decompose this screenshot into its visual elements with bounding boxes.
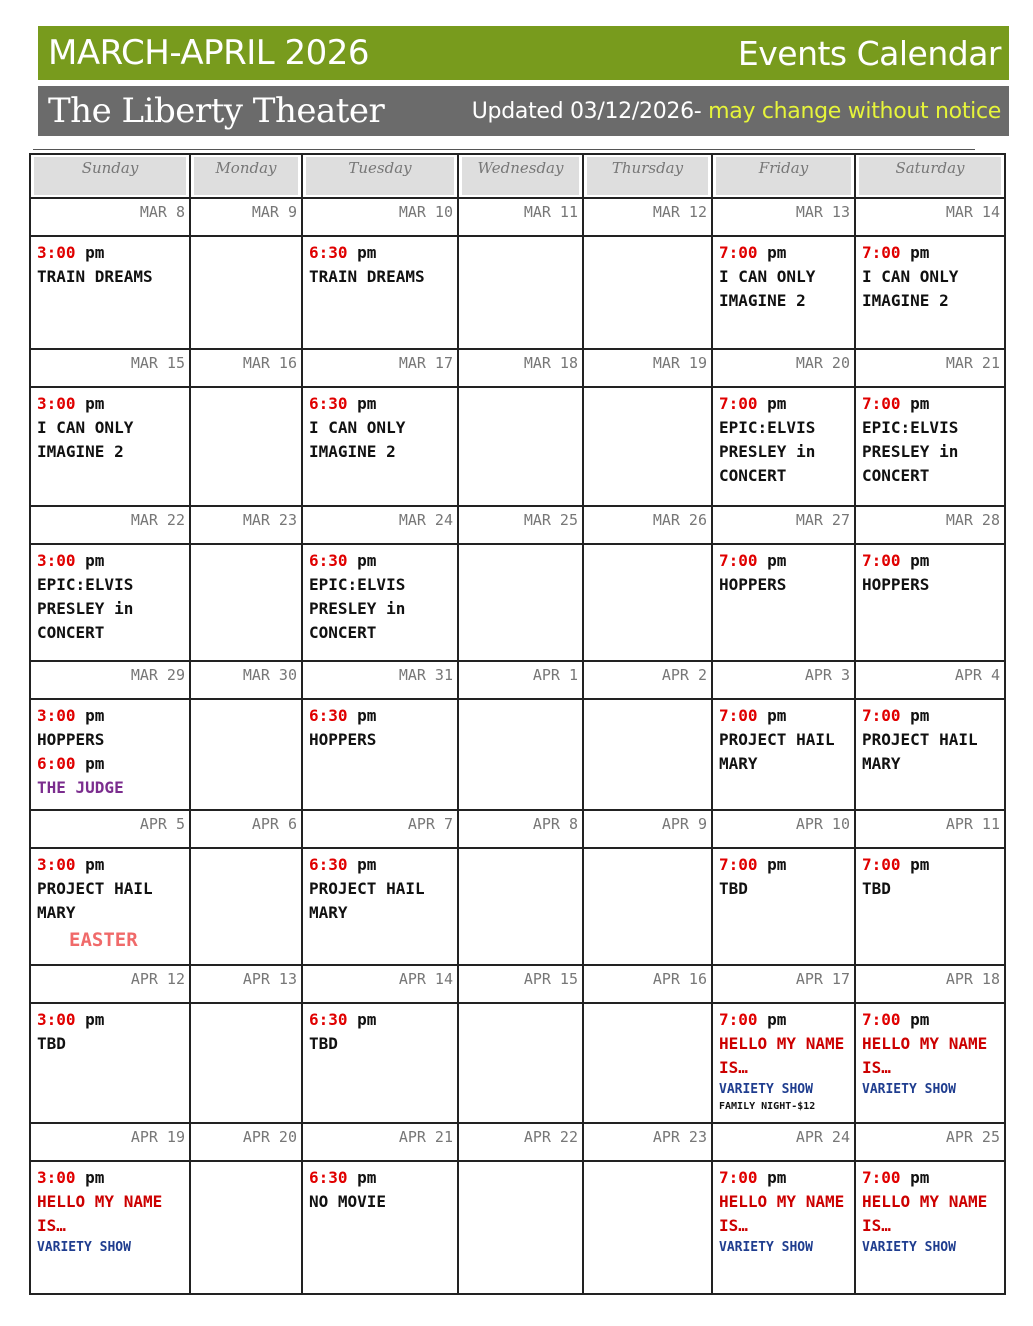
event-time-suffix: pm [767, 551, 787, 570]
theater-name: The Liberty Theater [48, 91, 385, 131]
date-label: MAR 31 [302, 661, 458, 699]
date-label: APR 22 [458, 1123, 583, 1161]
event-subtitle: VARIETY SHOW [719, 1240, 813, 1255]
day-cell [190, 236, 302, 349]
weekday-header: Monday [190, 154, 302, 198]
events-calendar-label: Events Calendar [737, 33, 1001, 73]
day-cell [855, 236, 1005, 349]
date-label: MAR 25 [458, 506, 583, 544]
event [37, 241, 186, 289]
event [719, 1166, 851, 1258]
date-label: MAR 17 [302, 349, 458, 387]
event-time: 6:30 [309, 243, 348, 262]
day-cell [458, 236, 583, 349]
date-label: APR 8 [458, 810, 583, 848]
day-cell [30, 1003, 190, 1123]
event-time-suffix: pm [910, 1168, 930, 1187]
event-time: 7:00 [719, 855, 758, 874]
date-label: MAR 10 [302, 198, 458, 236]
event-time: 7:00 [862, 243, 901, 262]
event-time: 6:30 [309, 551, 348, 570]
event-time-suffix: pm [85, 855, 105, 874]
event-time-suffix: pm [85, 551, 105, 570]
date-label: APR 20 [190, 1123, 302, 1161]
day-cell [583, 699, 712, 810]
event-time-suffix: pm [85, 754, 105, 773]
date-row [30, 965, 1005, 1003]
day-cell [190, 848, 302, 965]
event-time: 7:00 [719, 243, 758, 262]
event-title: HELLO MY NAME IS… [719, 1034, 845, 1077]
day-cell [583, 387, 712, 506]
event-subtitle: VARIETY SHOW [719, 1082, 813, 1097]
date-label: MAR 9 [190, 198, 302, 236]
event [719, 549, 851, 597]
event-time: 3:00 [37, 551, 76, 570]
events-row [30, 544, 1005, 661]
day-cell [302, 699, 458, 810]
calendar-grid [29, 153, 1006, 1295]
events-row [30, 848, 1005, 965]
event [862, 1008, 1001, 1100]
event-subtitle: VARIETY SHOW [862, 1240, 956, 1255]
event-time: 6:00 [37, 754, 76, 773]
date-row [30, 810, 1005, 848]
day-cell [458, 544, 583, 661]
event [37, 853, 186, 955]
event [719, 704, 851, 776]
day-cell [190, 699, 302, 810]
event-title: HELLO MY NAME IS… [37, 1192, 163, 1235]
event-title: I CAN ONLY IMAGINE 2 [719, 267, 816, 310]
updated-notice [472, 99, 1001, 124]
event [309, 1166, 454, 1214]
event-time-suffix: pm [357, 1168, 377, 1187]
event-time: 7:00 [862, 551, 901, 570]
event [719, 1008, 851, 1114]
event-title: I CAN ONLY IMAGINE 2 [37, 418, 134, 461]
header-divider [33, 149, 975, 150]
event-time-suffix: pm [85, 394, 105, 413]
event-time-suffix: pm [767, 243, 787, 262]
event [862, 392, 1001, 488]
event-time-suffix: pm [910, 551, 930, 570]
day-cell [855, 848, 1005, 965]
event-title: HOPPERS [37, 730, 105, 749]
event-title: HELLO MY NAME IS… [862, 1192, 988, 1235]
event [37, 752, 186, 800]
event-title: HOPPERS [719, 575, 787, 594]
event-title: HOPPERS [862, 575, 930, 594]
day-cell [30, 699, 190, 810]
day-cell [712, 387, 855, 506]
event-title: EPIC:ELVIS PRESLEY in CONCERT [862, 418, 959, 485]
day-cell [190, 1161, 302, 1294]
date-label: APR 19 [30, 1123, 190, 1161]
event-title: TBD [862, 879, 891, 898]
date-label: MAR 18 [458, 349, 583, 387]
event [309, 241, 454, 289]
event [862, 853, 1001, 901]
day-cell [190, 544, 302, 661]
change-notice: may change without notice [708, 98, 1001, 124]
event-time: 7:00 [862, 855, 901, 874]
event-title: HELLO MY NAME IS… [862, 1034, 988, 1077]
day-cell [583, 544, 712, 661]
event [309, 549, 454, 645]
event [862, 549, 1001, 597]
weekday-header-row [30, 154, 1005, 198]
date-row [30, 506, 1005, 544]
event-time: 6:30 [309, 1010, 348, 1029]
event-time: 7:00 [719, 1010, 758, 1029]
event-subtitle: VARIETY SHOW [37, 1240, 131, 1255]
date-row [30, 198, 1005, 236]
date-label: APR 15 [458, 965, 583, 1003]
date-label: APR 21 [302, 1123, 458, 1161]
event-title: NO MOVIE [309, 1192, 387, 1211]
event-title: PROJECT HAIL MARY [862, 730, 978, 773]
date-label: MAR 16 [190, 349, 302, 387]
date-label: MAR 26 [583, 506, 712, 544]
event-time-suffix: pm [357, 243, 377, 262]
day-cell [712, 848, 855, 965]
date-label: MAR 27 [712, 506, 855, 544]
day-cell [855, 1161, 1005, 1294]
event-time: 3:00 [37, 1010, 76, 1029]
event-title: HELLO MY NAME IS… [719, 1192, 845, 1235]
events-row [30, 699, 1005, 810]
weekday-header: Saturday [855, 154, 1005, 198]
date-label: APR 5 [30, 810, 190, 848]
date-row [30, 349, 1005, 387]
date-label: APR 1 [458, 661, 583, 699]
day-cell [583, 1003, 712, 1123]
event-time: 7:00 [862, 394, 901, 413]
date-row [30, 661, 1005, 699]
day-cell [583, 1161, 712, 1294]
event-time-suffix: pm [357, 706, 377, 725]
calendar-title: MARCH-APRIL 2026 [48, 33, 370, 73]
event-time-suffix: pm [767, 1168, 787, 1187]
day-cell [458, 1003, 583, 1123]
event [37, 1166, 186, 1258]
date-label: MAR 12 [583, 198, 712, 236]
weekday-header: Sunday [30, 154, 190, 198]
event-title: THE JUDGE [37, 778, 124, 797]
weekday-header: Friday [712, 154, 855, 198]
date-label: APR 18 [855, 965, 1005, 1003]
day-cell [302, 387, 458, 506]
event-time: 7:00 [719, 394, 758, 413]
event-time-suffix: pm [85, 243, 105, 262]
event-time-suffix: pm [357, 1010, 377, 1029]
day-cell [855, 544, 1005, 661]
event-time-suffix: pm [357, 855, 377, 874]
date-label: APR 24 [712, 1123, 855, 1161]
date-label: MAR 14 [855, 198, 1005, 236]
date-label: MAR 20 [712, 349, 855, 387]
event-time: 7:00 [719, 706, 758, 725]
event [309, 1008, 454, 1056]
day-cell [30, 1161, 190, 1294]
event-time-suffix: pm [910, 394, 930, 413]
weekday-header: Thursday [583, 154, 712, 198]
event-title: HOPPERS [309, 730, 377, 749]
event [37, 392, 186, 464]
event [862, 704, 1001, 776]
event-title: TBD [719, 879, 748, 898]
day-cell [302, 848, 458, 965]
holiday-label: EASTER [69, 929, 138, 951]
event-time-suffix: pm [767, 394, 787, 413]
title-banner [38, 26, 1009, 80]
date-label: APR 11 [855, 810, 1005, 848]
events-row [30, 236, 1005, 349]
date-row [30, 1123, 1005, 1161]
day-cell [302, 1161, 458, 1294]
date-label: APR 10 [712, 810, 855, 848]
date-label: APR 3 [712, 661, 855, 699]
event-time-suffix: pm [357, 394, 377, 413]
event-time: 3:00 [37, 394, 76, 413]
event [719, 853, 851, 901]
event-time-suffix: pm [910, 706, 930, 725]
date-label: MAR 30 [190, 661, 302, 699]
event-time: 3:00 [37, 855, 76, 874]
event-note: FAMILY NIGHT-$12 [719, 1101, 816, 1112]
date-label: APR 23 [583, 1123, 712, 1161]
event [309, 853, 454, 925]
event-time: 7:00 [862, 1168, 901, 1187]
updated-date: Updated 03/12/2026- [471, 98, 702, 124]
day-cell [302, 1003, 458, 1123]
date-label: MAR 29 [30, 661, 190, 699]
day-cell [712, 1003, 855, 1123]
event-title: I CAN ONLY IMAGINE 2 [862, 267, 959, 310]
day-cell [458, 699, 583, 810]
day-cell [583, 236, 712, 349]
events-row [30, 1161, 1005, 1294]
event-time-suffix: pm [767, 1010, 787, 1029]
theater-banner [38, 86, 1009, 136]
event-subtitle: VARIETY SHOW [862, 1082, 956, 1097]
day-cell [712, 1161, 855, 1294]
event-time-suffix: pm [85, 706, 105, 725]
event-time-suffix: pm [85, 1168, 105, 1187]
day-cell [302, 236, 458, 349]
event-time: 6:30 [309, 706, 348, 725]
event-time-suffix: pm [767, 706, 787, 725]
event-title: PROJECT HAIL MARY [309, 879, 425, 922]
events-row [30, 1003, 1005, 1123]
day-cell [302, 544, 458, 661]
date-label: MAR 22 [30, 506, 190, 544]
date-label: APR 12 [30, 965, 190, 1003]
event-time: 6:30 [309, 1168, 348, 1187]
date-label: MAR 8 [30, 198, 190, 236]
day-cell [855, 699, 1005, 810]
day-cell [855, 387, 1005, 506]
date-label: APR 2 [583, 661, 712, 699]
event [37, 1008, 186, 1056]
event-title: TBD [37, 1034, 66, 1053]
event-time: 3:00 [37, 243, 76, 262]
event-time: 3:00 [37, 1168, 76, 1187]
date-label: APR 14 [302, 965, 458, 1003]
event [37, 704, 186, 752]
day-cell [712, 699, 855, 810]
date-label: APR 6 [190, 810, 302, 848]
date-label: MAR 24 [302, 506, 458, 544]
event-time-suffix: pm [767, 855, 787, 874]
event [309, 704, 454, 752]
events-row [30, 387, 1005, 506]
day-cell [583, 848, 712, 965]
event [309, 392, 454, 464]
date-label: APR 4 [855, 661, 1005, 699]
date-label: APR 16 [583, 965, 712, 1003]
event-title: PROJECT HAIL MARY [37, 879, 153, 922]
day-cell [458, 1161, 583, 1294]
day-cell [712, 544, 855, 661]
day-cell [30, 848, 190, 965]
event-title: EPIC:ELVIS PRESLEY in CONCERT [37, 575, 134, 642]
event-title: I CAN ONLY IMAGINE 2 [309, 418, 406, 461]
event [862, 241, 1001, 313]
event-title: TRAIN DREAMS [37, 267, 153, 286]
day-cell [190, 387, 302, 506]
event-time: 6:30 [309, 394, 348, 413]
event [719, 241, 851, 313]
event-time: 3:00 [37, 706, 76, 725]
weekday-header: Tuesday [302, 154, 458, 198]
date-label: MAR 21 [855, 349, 1005, 387]
date-label: APR 9 [583, 810, 712, 848]
event [37, 549, 186, 645]
date-label: APR 7 [302, 810, 458, 848]
event [862, 1166, 1001, 1258]
day-cell [458, 848, 583, 965]
event-title: TRAIN DREAMS [309, 267, 425, 286]
date-label: MAR 13 [712, 198, 855, 236]
event-time: 7:00 [862, 1010, 901, 1029]
event-time: 6:30 [309, 855, 348, 874]
event-title: TBD [309, 1034, 338, 1053]
date-label: APR 17 [712, 965, 855, 1003]
event-time-suffix: pm [85, 1010, 105, 1029]
event-title: EPIC:ELVIS PRESLEY in CONCERT [719, 418, 816, 485]
date-label: MAR 11 [458, 198, 583, 236]
day-cell [712, 236, 855, 349]
day-cell [30, 387, 190, 506]
date-label: MAR 15 [30, 349, 190, 387]
day-cell [855, 1003, 1005, 1123]
event-time: 7:00 [862, 706, 901, 725]
event-time-suffix: pm [910, 855, 930, 874]
event [719, 392, 851, 488]
event-time: 7:00 [719, 551, 758, 570]
day-cell [30, 544, 190, 661]
event-title: PROJECT HAIL MARY [719, 730, 835, 773]
date-label: APR 13 [190, 965, 302, 1003]
day-cell [30, 236, 190, 349]
weekday-header: Wednesday [458, 154, 583, 198]
date-label: APR 25 [855, 1123, 1005, 1161]
event-title: EPIC:ELVIS PRESLEY in CONCERT [309, 575, 406, 642]
event-time-suffix: pm [910, 243, 930, 262]
day-cell [190, 1003, 302, 1123]
date-label: MAR 23 [190, 506, 302, 544]
day-cell [458, 387, 583, 506]
date-label: MAR 19 [583, 349, 712, 387]
event-time: 7:00 [719, 1168, 758, 1187]
event-time-suffix: pm [357, 551, 377, 570]
event-time-suffix: pm [910, 1010, 930, 1029]
date-label: MAR 28 [855, 506, 1005, 544]
